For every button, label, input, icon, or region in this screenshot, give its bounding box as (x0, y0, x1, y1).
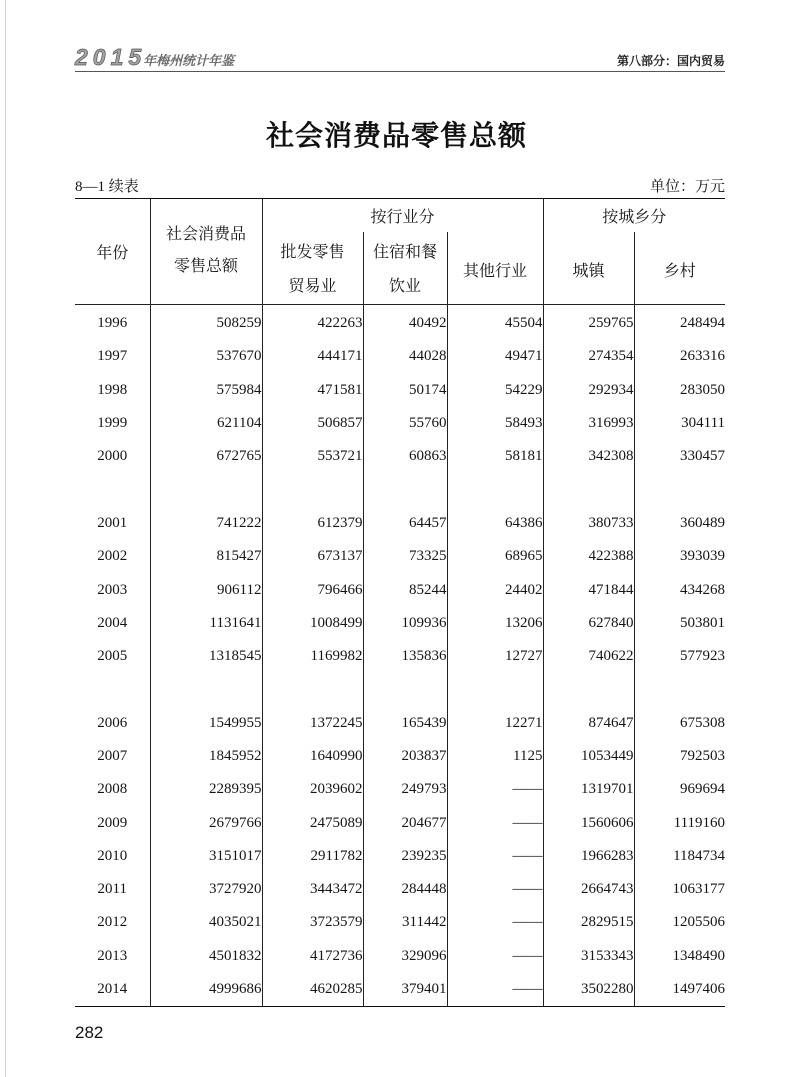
table-row (75, 707, 725, 740)
cell-accommodation-catering: 329096 (363, 940, 447, 973)
cell-wholesale-retail: 2911782 (262, 840, 363, 873)
empty-cell (150, 673, 262, 706)
header-rural: 乡村 (634, 232, 725, 305)
yearbook-year: 2015 (75, 44, 147, 70)
cell-year: 1996 (97, 315, 128, 332)
cell-other-industries: 12727 (447, 640, 543, 673)
cell-total: 3151017 (150, 840, 262, 873)
cell-total: 4501832 (150, 940, 262, 973)
cell-wholesale-retail: 3723579 (262, 906, 363, 939)
cell-total: 4999686 (150, 973, 262, 1006)
cell-accommodation-catering: 44028 (363, 340, 447, 373)
cell-accommodation-catering: 203837 (363, 740, 447, 773)
cell-total: 3727920 (150, 873, 262, 906)
section-name: 第八部分：国内贸易 (616, 54, 725, 68)
cell-wholesale-retail: 1372245 (262, 707, 363, 740)
cell-year: 2003 (97, 581, 128, 598)
header-total (150, 199, 262, 305)
cell-year: 2014 (97, 980, 128, 997)
cell-wholesale-retail: 1169982 (262, 640, 363, 673)
cell-wholesale-retail: 2475089 (262, 806, 363, 839)
cell-other-industries: —— (447, 873, 543, 906)
unit-label: 单位：万元 (649, 179, 725, 195)
page-title: 社会消费品零售总额 (265, 121, 527, 152)
cell-year: 2005 (97, 648, 128, 665)
header-wholesale-retail (262, 232, 363, 305)
cell-year: 2004 (97, 614, 128, 631)
cell-rural: 1348490 (634, 940, 725, 973)
empty-cell (447, 473, 543, 506)
cell-other-industries: 58493 (447, 407, 543, 440)
yearbook-running-title (75, 44, 234, 74)
cell-year: 2006 (97, 714, 128, 731)
table-row (75, 407, 725, 440)
cell-total: 741222 (150, 507, 262, 540)
cell-urban: 259765 (543, 307, 634, 340)
cell-rural: 434268 (634, 573, 725, 606)
table-row (75, 973, 725, 1006)
empty-cell (634, 673, 725, 706)
cell-wholesale-retail: 2039602 (262, 773, 363, 806)
cell-total: 672765 (150, 440, 262, 473)
empty-cell (363, 473, 447, 506)
cell-other-industries: —— (447, 773, 543, 806)
cell-urban: 380733 (543, 507, 634, 540)
cell-urban: 1053449 (543, 740, 634, 773)
cell-other-industries: 13206 (447, 607, 543, 640)
table-row (75, 307, 725, 340)
cell-rural: 503801 (634, 607, 725, 640)
cell-urban: 3502280 (543, 973, 634, 1006)
table-body (75, 304, 725, 1006)
cell-total: 4035021 (150, 906, 262, 939)
cell-urban: 2664743 (543, 873, 634, 906)
cell-total: 906112 (150, 573, 262, 606)
cell-total: 1318545 (150, 640, 262, 673)
cell-year: 2012 (97, 914, 128, 931)
header-year: 年份 (75, 199, 150, 305)
cell-rural: 969694 (634, 773, 725, 806)
cell-other-industries: 45504 (447, 307, 543, 340)
empty-cell (150, 473, 262, 506)
empty-cell (634, 473, 725, 506)
cell-other-industries: 68965 (447, 540, 543, 573)
cell-urban: 1560606 (543, 806, 634, 839)
cell-total: 2289395 (150, 773, 262, 806)
cell-total: 1131641 (150, 607, 262, 640)
cell-other-industries: 12271 (447, 707, 543, 740)
cell-other-industries: —— (447, 906, 543, 939)
cell-rural: 1184734 (634, 840, 725, 873)
empty-cell (447, 673, 543, 706)
cell-urban: 1966283 (543, 840, 634, 873)
cell-year: 2002 (97, 548, 128, 565)
cell-rural: 577923 (634, 640, 725, 673)
cell-total: 508259 (150, 307, 262, 340)
table-row (75, 440, 725, 473)
cell-wholesale-retail: 422263 (262, 307, 363, 340)
cell-other-industries: —— (447, 940, 543, 973)
header-other-industries: 其他行业 (447, 232, 543, 305)
cell-urban: 1319701 (543, 773, 634, 806)
cell-accommodation-catering: 85244 (363, 573, 447, 606)
table-label: 8—1 续表 (75, 179, 139, 195)
cell-rural: 304111 (634, 407, 725, 440)
yearbook-name: 年梅州统计年鉴 (143, 53, 235, 68)
group-gap-row (75, 673, 725, 706)
cell-wholesale-retail: 1008499 (262, 607, 363, 640)
cell-urban: 874647 (543, 707, 634, 740)
cell-year: 2009 (97, 814, 128, 831)
table-row (75, 507, 725, 540)
cell-other-industries: —— (447, 806, 543, 839)
cell-other-industries: 64386 (447, 507, 543, 540)
cell-total: 1549955 (150, 707, 262, 740)
cell-rural: 263316 (634, 340, 725, 373)
table-row (75, 540, 725, 573)
empty-cell (363, 673, 447, 706)
cell-accommodation-catering: 40492 (363, 307, 447, 340)
cell-total: 815427 (150, 540, 262, 573)
table-row (75, 773, 725, 806)
cell-rural: 283050 (634, 374, 725, 407)
cell-urban: 316993 (543, 407, 634, 440)
cell-year: 1999 (97, 415, 128, 432)
cell-year: 2013 (97, 947, 128, 964)
cell-total: 537670 (150, 340, 262, 373)
cell-rural: 360489 (634, 507, 725, 540)
cell-year: 2007 (97, 748, 128, 764)
cell-accommodation-catering: 60863 (363, 440, 447, 473)
retail-sales-table (75, 198, 725, 1007)
cell-accommodation-catering: 165439 (363, 707, 447, 740)
cell-accommodation-catering: 64457 (363, 507, 447, 540)
cell-rural: 792503 (634, 740, 725, 773)
table-row (75, 806, 725, 839)
cell-wholesale-retail: 612379 (262, 507, 363, 540)
cell-urban: 2829515 (543, 906, 634, 939)
cell-urban: 292934 (543, 374, 634, 407)
group-gap-row (75, 473, 725, 506)
cell-rural: 1119160 (634, 806, 725, 839)
page-number: 282 (75, 1023, 104, 1042)
cell-accommodation-catering: 109936 (363, 607, 447, 640)
table-row (75, 340, 725, 373)
header-rule (75, 71, 725, 72)
cell-other-industries: 54229 (447, 374, 543, 407)
cell-accommodation-catering: 379401 (363, 973, 447, 1006)
cell-year: 2011 (97, 881, 127, 898)
cell-rural: 1063177 (634, 873, 725, 906)
cell-rural: 393039 (634, 540, 725, 573)
empty-cell (543, 673, 634, 706)
empty-cell (75, 673, 150, 706)
empty-cell (262, 473, 363, 506)
cell-urban: 342308 (543, 440, 634, 473)
cell-year: 2008 (97, 781, 128, 798)
cell-accommodation-catering: 311442 (363, 906, 447, 939)
cell-year: 1997 (97, 348, 128, 365)
cell-rural: 675308 (634, 707, 725, 740)
cell-accommodation-catering: 249793 (363, 773, 447, 806)
table-row (75, 906, 725, 939)
cell-urban: 3153343 (543, 940, 634, 973)
header-row-groups (75, 199, 725, 232)
cell-wholesale-retail: 506857 (262, 407, 363, 440)
header-by-urban-rural: 按城乡分 (543, 199, 725, 232)
cell-wholesale-retail: 553721 (262, 440, 363, 473)
cell-rural: 248494 (634, 307, 725, 340)
cell-accommodation-catering: 284448 (363, 873, 447, 906)
cell-urban: 740622 (543, 640, 634, 673)
cell-wholesale-retail: 796466 (262, 573, 363, 606)
cell-total: 2679766 (150, 806, 262, 839)
header-wholesale-retail-line-2: 贸易业 (288, 277, 337, 295)
header-wholesale-retail-line-1: 批发零售 (280, 243, 345, 261)
header-total-line-2: 零售总额 (173, 258, 238, 276)
table-row (75, 374, 725, 407)
header-accommodation-catering-line-1: 住宿和餐 (372, 243, 437, 261)
cell-wholesale-retail: 4172736 (262, 940, 363, 973)
cell-other-industries: —— (447, 840, 543, 873)
scan-edge-line (5, 0, 6, 1077)
table-row (75, 840, 725, 873)
cell-other-industries: 24402 (447, 573, 543, 606)
empty-cell (262, 673, 363, 706)
cell-accommodation-catering: 135836 (363, 640, 447, 673)
cell-urban: 422388 (543, 540, 634, 573)
header-urban: 城镇 (543, 232, 634, 305)
cell-accommodation-catering: 204677 (363, 806, 447, 839)
table-row (75, 607, 725, 640)
cell-rural: 1205506 (634, 906, 725, 939)
empty-cell (75, 473, 150, 506)
table-header (75, 199, 725, 305)
empty-cell (543, 473, 634, 506)
cell-wholesale-retail: 1640990 (262, 740, 363, 773)
cell-other-industries: —— (447, 973, 543, 1006)
cell-wholesale-retail: 673137 (262, 540, 363, 573)
cell-year: 2010 (97, 847, 128, 864)
cell-year: 2001 (97, 514, 128, 531)
cell-year: 1998 (97, 381, 128, 398)
cell-total: 575984 (150, 374, 262, 407)
cell-urban: 274354 (543, 340, 634, 373)
table-row (75, 873, 725, 906)
cell-other-industries: 49471 (447, 340, 543, 373)
cell-total: 1845952 (150, 740, 262, 773)
header-accommodation-catering (363, 232, 447, 305)
cell-wholesale-retail: 444171 (262, 340, 363, 373)
cell-wholesale-retail: 471581 (262, 374, 363, 407)
cell-wholesale-retail: 4620285 (262, 973, 363, 1006)
cell-accommodation-catering: 50174 (363, 374, 447, 407)
cell-accommodation-catering: 73325 (363, 540, 447, 573)
header-by-industry: 按行业分 (262, 199, 543, 232)
cell-other-industries: 58181 (447, 440, 543, 473)
header-accommodation-catering-line-2: 饮业 (388, 277, 421, 295)
cell-accommodation-catering: 55760 (363, 407, 447, 440)
table-row (75, 573, 725, 606)
table-row (75, 940, 725, 973)
cell-other-industries: 1125 (447, 740, 543, 773)
cell-wholesale-retail: 3443472 (262, 873, 363, 906)
cell-rural: 330457 (634, 440, 725, 473)
cell-accommodation-catering: 239235 (363, 840, 447, 873)
cell-rural: 1497406 (634, 973, 725, 1006)
cell-year: 2000 (97, 448, 128, 465)
header-total-line-1: 社会消费品 (165, 226, 246, 244)
table-row (75, 640, 725, 673)
cell-total: 621104 (150, 407, 262, 440)
cell-urban: 471844 (543, 573, 634, 606)
cell-urban: 627840 (543, 607, 634, 640)
table-row (75, 740, 725, 773)
